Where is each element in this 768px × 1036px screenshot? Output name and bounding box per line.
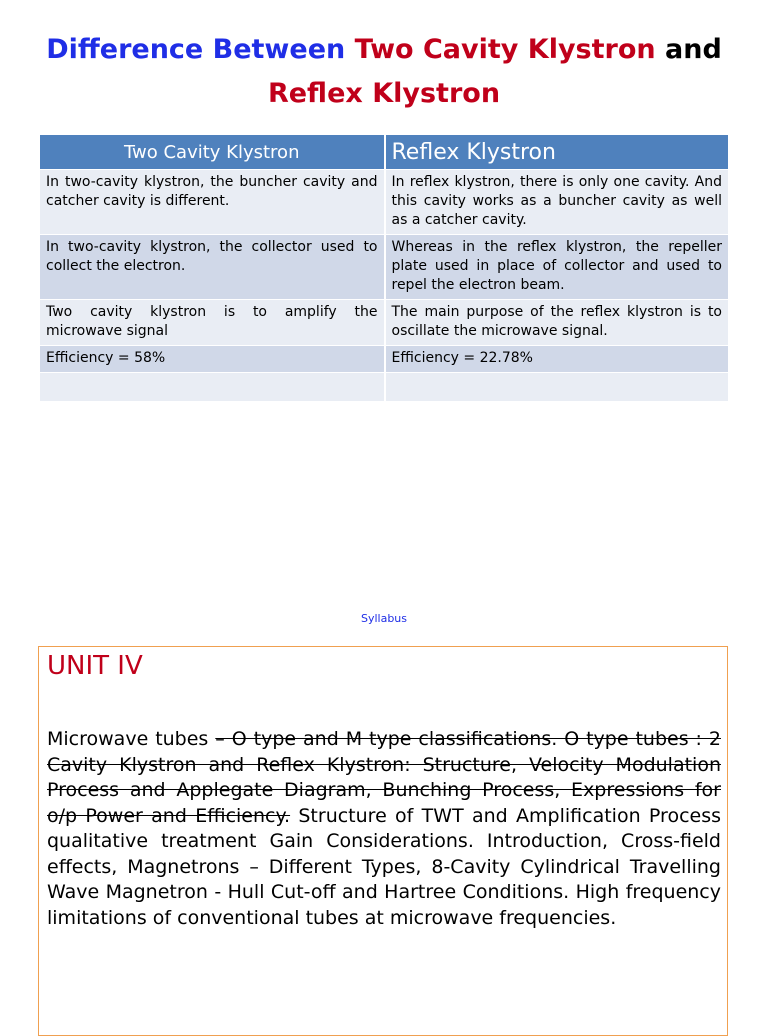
title-part-3: and	[655, 34, 722, 65]
table-cell: In two-cavity klystron, the collector used to collect the electron.	[40, 235, 385, 300]
table-row	[40, 170, 729, 235]
table-row	[40, 235, 729, 300]
unit-box	[38, 646, 728, 1036]
table-cell: Efficiency = 58%	[40, 346, 385, 373]
table-cell: In two-cavity klystron, the buncher cavity and catcher cavity is different.	[40, 170, 385, 235]
table-row	[40, 300, 729, 346]
syllabus-label: Syllabus	[360, 612, 408, 625]
table-cell: Whereas in the reflex klystron, the repeller plate used in place of collector and used to repel the electron beam.	[385, 235, 730, 300]
title-part-2: Two Cavity Klystron	[354, 34, 656, 65]
table-cell: Two cavity klystron is to amplify the microwave signal	[40, 300, 385, 346]
unit-text-start: Microwave tubes	[47, 728, 216, 750]
table-row-empty	[40, 373, 729, 402]
unit-description	[47, 727, 721, 931]
unit-text-struck: – O type and M type classifications. O type tubes : 2 Cavity Klystron and Reflex Klystron: Structure, Velocity Modulation Process and Applegate Diagram, Bunching Process, Expressions for o/p Power and Efficiency.	[47, 728, 721, 827]
page-title	[0, 28, 768, 116]
unit-text-end: Structure of TWT and Amplification Process qualitative treatment Gain Considerations. Introduction, Cross-field effects, Magnetrons – Different Types, 8-Cavity Cylindrical Travelling Wave Magnetron - Hull Cut-off and Hartree Conditions. High frequency limitations of conventional tubes at microwave frequencies.	[47, 804, 721, 929]
table-cell: The main purpose of the reflex klystron is to oscillate the microwave signal.	[385, 300, 730, 346]
table-cell	[40, 373, 385, 402]
title-part-4: Reflex Klystron	[267, 78, 501, 109]
table-cell: In reflex klystron, there is only one cavity. And this cavity works as a buncher cavity as well as a catcher cavity.	[385, 170, 730, 235]
title-part-1: Difference Between	[46, 34, 355, 65]
table-cell: Efficiency = 22.78%	[385, 346, 730, 373]
table-header-row	[40, 135, 729, 170]
comparison-table	[40, 135, 730, 401]
table-cell	[385, 373, 730, 402]
table-row	[40, 346, 729, 373]
header-reflex: Reflex Klystron	[385, 135, 730, 170]
unit-title: UNIT IV	[47, 651, 143, 681]
header-two-cavity: Two Cavity Klystron	[40, 135, 385, 170]
